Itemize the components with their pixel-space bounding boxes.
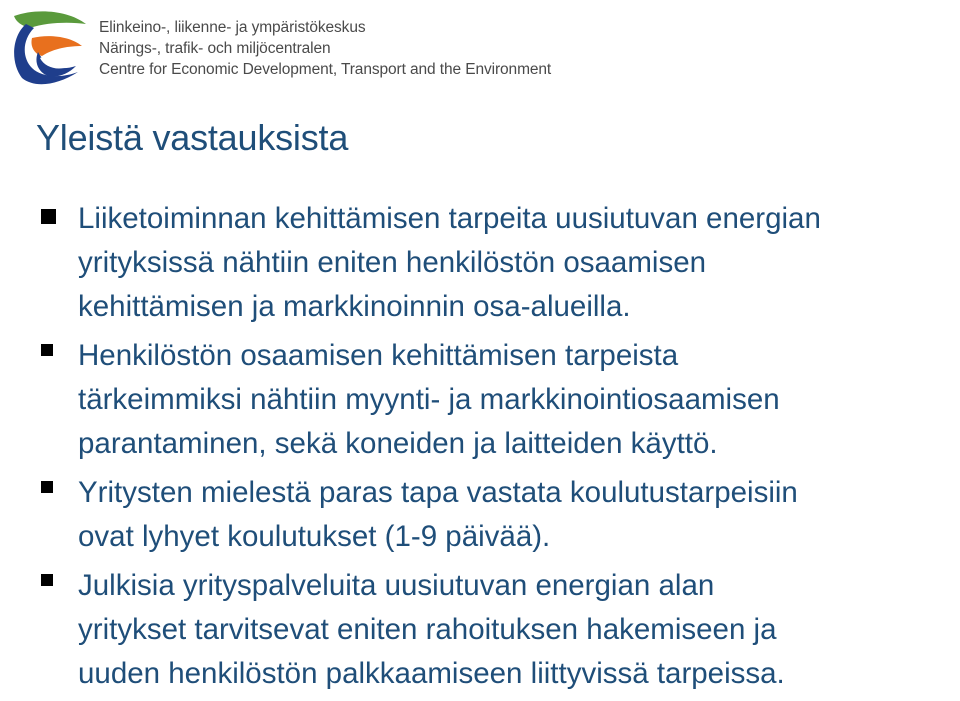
org-name-swedish: Närings-, trafik- och miljöcentralen	[99, 40, 331, 57]
slide-title: Yleistä vastauksista	[36, 117, 349, 158]
bullet-item	[0, 564, 960, 696]
organization-names	[99, 17, 551, 80]
square-bullet-icon	[41, 574, 53, 586]
bullet-line: Yritysten mielestä paras tapa vastata koulutustarpeisiin	[78, 476, 798, 509]
bullet-line: uuden henkilöstön palkkaamiseen liittyvissä tarpeissa.	[78, 657, 785, 690]
bullet-line: yritykset tarvitsevat eniten rahoituksen hakemiseen ja	[78, 613, 777, 646]
bullet-line: kehittämisen ja markkinoinnin osa-alueilla.	[78, 290, 631, 323]
bullet-line: ovat lyhyet koulutukset (1-9 päivää).	[78, 520, 551, 553]
bullet-item	[0, 334, 960, 466]
ely-centre-leaf-logo-icon	[8, 6, 88, 86]
bullet-list	[0, 197, 960, 701]
bullet-line: Julkisia yrityspalveluita uusiutuvan energian alan	[78, 569, 715, 602]
bullet-line: Henkilöstön osaamisen kehittämisen tarpeista	[78, 339, 679, 372]
bullet-line: parantaminen, sekä koneiden ja laitteiden käyttö.	[78, 427, 718, 460]
bullet-line: Liiketoiminnan kehittämisen tarpeita uusiutuvan energian	[78, 202, 821, 235]
org-name-english: Centre for Economic Development, Transport and the Environment	[99, 61, 552, 78]
bullet-line: tärkeimmiksi nähtiin myynti- ja markkinointiosaamisen	[78, 383, 780, 416]
org-name-finnish: Elinkeino-, liikenne- ja ympäristökeskus	[99, 19, 366, 36]
square-bullet-icon	[41, 481, 53, 493]
header	[8, 6, 608, 86]
square-bullet-icon	[41, 344, 53, 356]
bullet-line: yrityksissä nähtiin eniten henkilöstön osaamisen	[78, 246, 707, 279]
bullet-item	[0, 197, 960, 329]
bullet-item	[0, 471, 960, 559]
square-bullet-icon	[41, 209, 56, 224]
